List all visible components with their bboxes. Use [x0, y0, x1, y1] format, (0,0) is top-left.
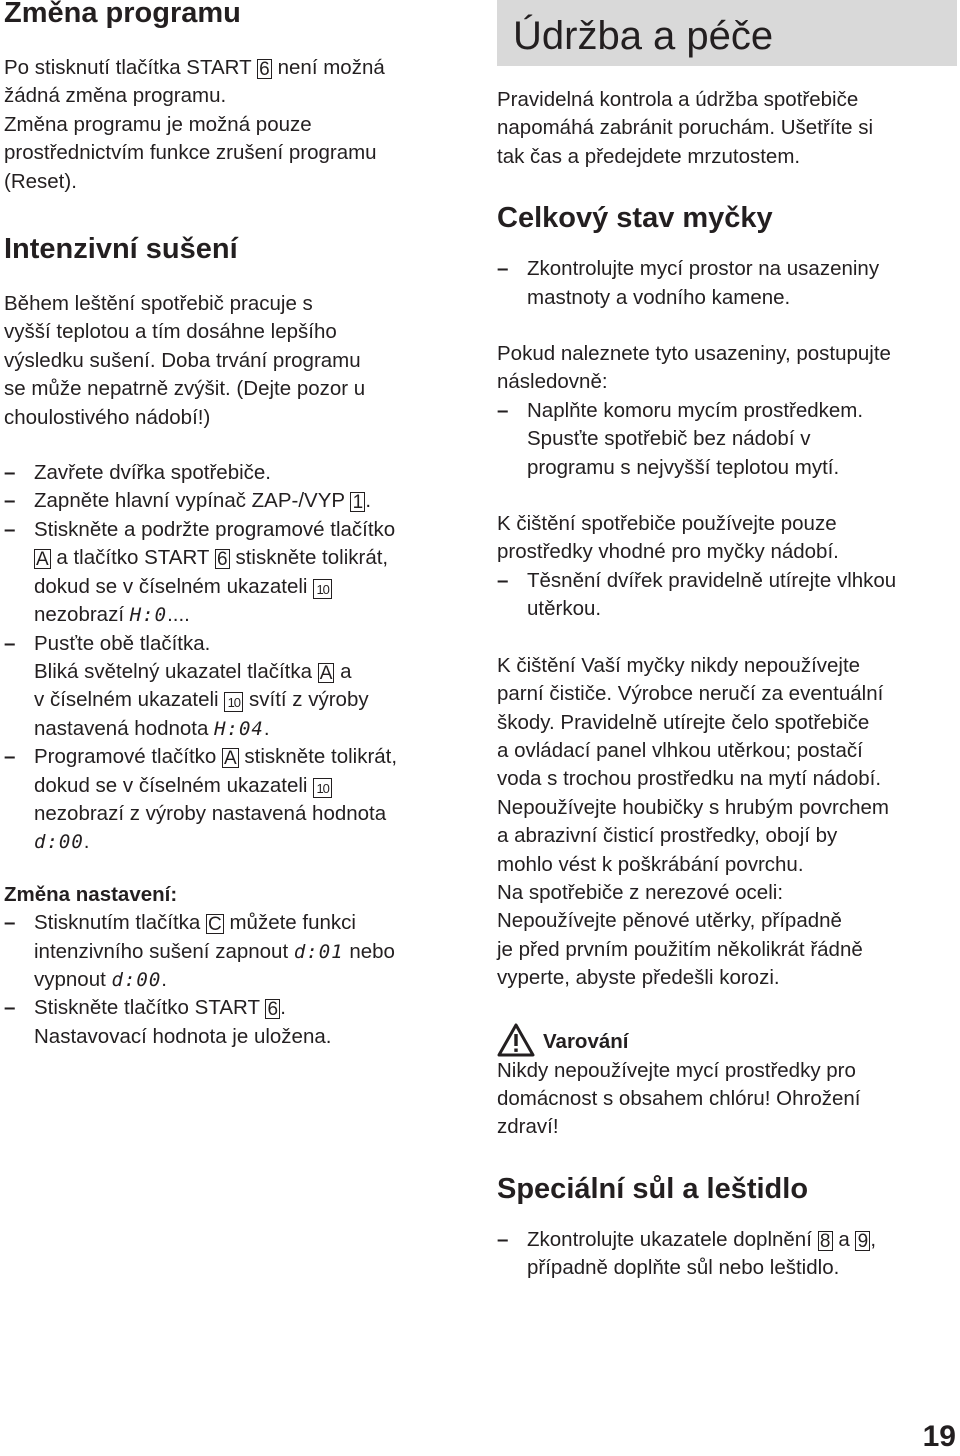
paragraph: Pokud naleznete tyto usazeniny, postupujte: [497, 342, 891, 366]
paragraph: napomáhá zabránit poruchám. Ušetříte si: [497, 116, 874, 140]
list-item: – Stisknutím tlačítka C můžete funkci intenzivního sušení zapnout d:01 nebo vypnout d:00.: [4, 909, 478, 994]
key-label: A: [36, 549, 49, 571]
settings-change-heading: Změna nastavení:: [4, 882, 178, 906]
paragraph: Nepoužívejte pěnové utěrky, případně: [497, 909, 842, 933]
paragraph: zdraví!: [497, 1115, 559, 1139]
key-label: 10: [224, 692, 243, 712]
right-column: [497, 0, 957, 1283]
left-column: [4, 0, 478, 1051]
paragraph: domácnost s obsahem chlóru! Ohrožení: [497, 1086, 861, 1110]
key-label: C: [208, 914, 222, 936]
state-list: [497, 255, 957, 312]
list-item: – Zkontrolujte mycí prostor na usazeniny mastnoty a vodního kamene.: [497, 255, 957, 312]
paragraph: K čištění Vaší myčky nikdy nepoužívejte: [497, 653, 861, 677]
list-item: – Těsnění dvířek pravidelně utírejte vlhkou utěrkou.: [497, 567, 957, 624]
paragraph: vyperte, abyste předešli korozi.: [497, 966, 780, 990]
page-number: 19: [922, 1420, 956, 1453]
paragraph: Nikdy nepoužívejte mycí prostředky pro: [497, 1058, 856, 1082]
paragraph: choulostivého nádobí!): [4, 405, 211, 429]
steps-list: [4, 459, 478, 857]
display-code: H:04: [214, 717, 264, 740]
display-code: H:0: [129, 604, 168, 627]
list-item: – Stiskněte tlačítko START 6 . Nastavovací hodnota je uložena.: [4, 994, 478, 1051]
paragraph: K čištění spotřebiče používejte pouze: [497, 512, 837, 536]
paragraph: parní čističe. Výrobce neručí za eventuální: [497, 682, 884, 706]
list-item: – Programové tlačítko A stiskněte tolikrát, dokud se v číselném ukazateli 10 nezobrazí z výroby nastavená hodnota d:00.: [4, 743, 478, 857]
paragraph: voda s trochou prostředku na mytí nádobí.: [497, 767, 882, 791]
list-item: – Stiskněte a podržte programové tlačítko A a tlačítko START 6 stiskněte tolikrát, dokud se v číselném ukazateli 10 nezobrazí H:0....: [4, 516, 478, 630]
salt-list: [497, 1226, 957, 1283]
paragraph: (Reset).: [4, 169, 77, 193]
key-label: 1: [350, 492, 365, 512]
display-code: d:00: [34, 831, 84, 854]
key-label: 6: [257, 59, 272, 79]
warning-heading: [497, 1023, 957, 1057]
paragraph: Pravidelná kontrola a údržba spotřebiče: [497, 88, 859, 111]
paragraph: tak čas a předejdete mrzutostem.: [497, 144, 801, 168]
paragraph: se může nepatrně zvýšit. (Dejte pozor u: [4, 377, 366, 401]
paragraph: škody. Pravidelně utírejte čelo spotřebiče: [497, 710, 870, 734]
list-item: – Zavřete dvířka spotřebiče.: [4, 459, 478, 487]
paragraph: Po stisknutí tlačítka START 6 není možná: [4, 56, 385, 80]
chapter-banner: Údržba a péče: [497, 0, 957, 66]
section-title-salt-rinse: Speciální sůl a leštidlo: [497, 1172, 809, 1205]
list-item: – Zapněte hlavní vypínač ZAP-/VYP 1 .: [4, 487, 478, 515]
key-label: A: [319, 662, 333, 684]
display-code: d:00: [111, 968, 162, 991]
key-label: 10: [313, 579, 332, 599]
section-title-intensive-drying: Intenzivní sušení: [4, 233, 238, 266]
section-title-program-change: Změna programu: [4, 0, 241, 29]
list-item: – Naplňte komoru mycím prostředkem. Spusťte spotřebič bez nádobí v programu s nejvyšší teplotou mytí.: [497, 397, 957, 482]
paragraph: prostředky vhodné pro myčky nádobí.: [497, 540, 839, 564]
paragraph: Změna programu je možná pouze: [4, 112, 312, 136]
section-title-general-state: Celkový stav myčky: [497, 202, 773, 235]
warning-icon: [497, 1023, 535, 1057]
display-code: d:01: [293, 940, 344, 963]
paragraph: prostřednictvím funkce zrušení programu: [4, 141, 377, 165]
paragraph: vyšší teplotou a tím dosáhne lepšího: [4, 320, 337, 344]
list-item: – Pusťte obě tlačítka. Bliká světelný ukazatel tlačítka A a v číselném ukazateli 10 svítí z výroby nastavená hodnota H:04.: [4, 630, 478, 744]
warning-title: Varování: [543, 1030, 629, 1054]
list-item: – Zkontrolujte ukazatele doplnění 8 a 9 , případně doplňte sůl nebo leštidlo.: [497, 1226, 957, 1283]
key-label: 6: [265, 999, 280, 1019]
paragraph: Na spotřebiče z nerezové oceli:: [497, 880, 784, 904]
paragraph: a abrazivní čisticí prostředky, obojí by: [497, 824, 838, 848]
paragraph: Během leštění spotřebič pracuje s: [4, 292, 313, 316]
paragraph: žádná změna programu.: [4, 84, 227, 108]
paragraph: mohlo vést k poškrábání povrchu.: [497, 852, 804, 876]
paragraph: a ovládací panel vlhkou utěrkou; postačí: [497, 738, 863, 762]
key-label: A: [224, 748, 237, 770]
key-label: 8: [818, 1231, 833, 1251]
seal-list: [497, 567, 957, 624]
paragraph: je před prvním použitím několikrát řádně: [497, 937, 863, 961]
key-label: 6: [215, 549, 230, 569]
paragraph: Nepoužívejte houbičky s hrubým povrchem: [497, 795, 889, 819]
paragraph: následovně:: [497, 370, 608, 394]
key-label: 10: [313, 778, 332, 798]
key-label: 9: [855, 1231, 870, 1251]
deposit-list: [497, 397, 957, 482]
paragraph: výsledku sušení. Doba trvání programu: [4, 348, 361, 372]
settings-list: [4, 909, 478, 1051]
